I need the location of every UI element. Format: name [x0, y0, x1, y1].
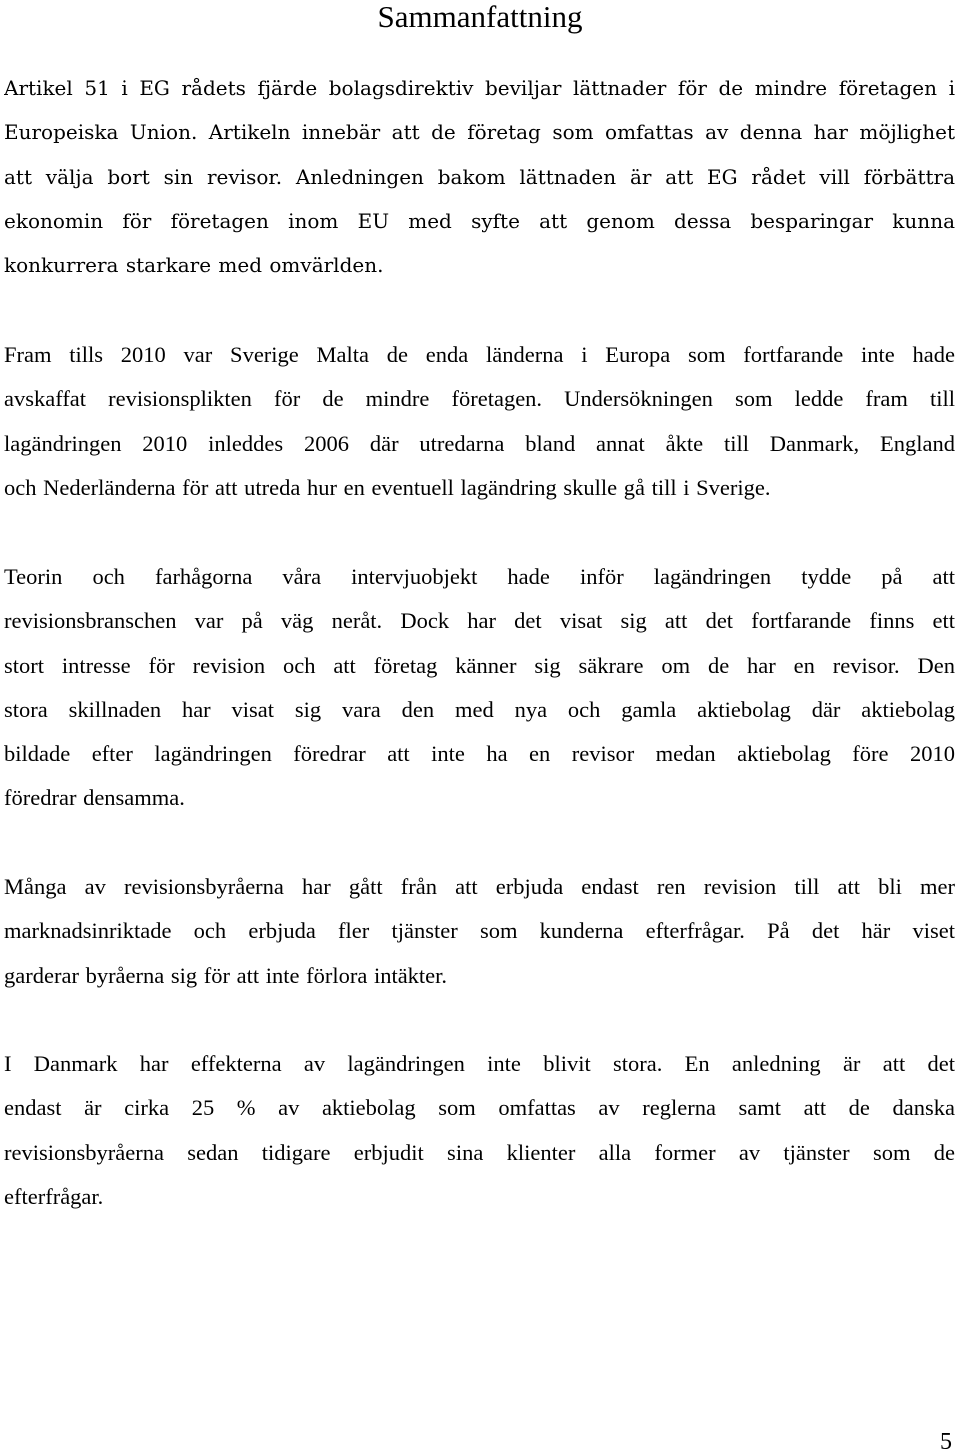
paragraph-line: konkurrera starkare med omvärlden.: [4, 253, 384, 278]
paragraph-line: lagändringen 2010 inleddes 2006 där utredarna bland annat åkte till Danmark, England: [4, 430, 955, 456]
paragraph-line: revisionsbyråerna sedan tidigare erbjudit sina klienter alla former av tjänster som de: [4, 1139, 955, 1165]
paragraph-1: [4, 66, 955, 287]
paragraph-line: Fram tills 2010 var Sverige Malta de enda länderna i Europa som fortfarande inte hade: [4, 342, 955, 367]
paragraph-2: [4, 333, 955, 510]
paragraph-line: marknadsinriktade och erbjuda fler tjänster som kunderna efterfrågar. På det här viset: [4, 918, 955, 944]
paragraph-line: Artikel 51 i EG rådets fjärde bolagsdirektiv beviljar lättnader för de mindre företagen i: [4, 76, 955, 100]
paragraph-line: avskaffat revisionsplikten för de mindre företagen. Undersökningen som ledde fram till: [4, 386, 955, 412]
paragraph-line: bildade efter lagändringen föredrar att inte ha en revisor medan aktiebolag före 2010: [4, 741, 955, 767]
paragraph-line: Europeiska Union. Artikeln innebär att de företag som omfattas av denna har möjlighet: [4, 120, 955, 145]
paragraph-4: [4, 865, 955, 998]
paragraph-line: revisionsbranschen var på väg neråt. Dock har det visat sig att det fortfarande finns ett: [4, 608, 955, 634]
paragraph-line: stora skillnaden har visat sig vara den med nya och gamla aktiebolag där aktiebolag: [4, 696, 955, 722]
paragraph-line: Många av revisionsbyråerna har gått från att erbjuda endast ren revision till att bli mer: [4, 874, 955, 899]
paragraph-line: garderar byråerna sig för att inte förlora intäkter.: [4, 962, 448, 988]
paragraph-line: och Nederländerna för att utreda hur en eventuell lagändring skulle gå till i Sverige.: [4, 474, 771, 500]
page-title: Sammanfattning: [377, 0, 583, 34]
paragraph-line: föredrar densamma.: [4, 785, 185, 811]
paragraph-line: Teorin och farhågorna våra intervjuobjekt hade inför lagändringen tydde på att: [4, 564, 955, 589]
paragraph-3: [4, 555, 955, 821]
paragraph-line: endast är cirka 25 % av aktiebolag som omfattas av reglerna samt att de danska: [4, 1095, 955, 1121]
paragraph-line: ekonomin för företagen inom EU med syfte att genom dessa besparingar kunna: [4, 208, 955, 233]
paragraph-line: I Danmark har effekterna av lagändringen inte blivit stora. En anledning är att det: [4, 1051, 955, 1076]
paragraph-line: efterfrågar.: [4, 1183, 104, 1209]
paragraph-5: [4, 1042, 955, 1219]
paragraph-line: stort intresse för revision och att företag känner sig säkrare om de har en revisor. Den: [4, 652, 955, 678]
paragraph-line: att välja bort sin revisor. Anledningen bakom lättnaden är att EG rådet vill förbättra: [4, 164, 955, 189]
page-number: 5: [940, 1429, 952, 1455]
